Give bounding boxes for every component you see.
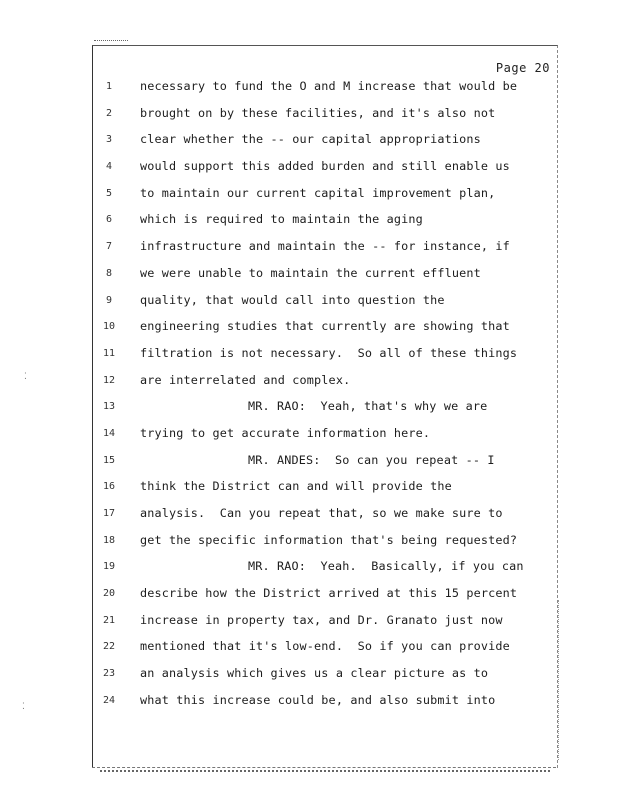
line-number: 2 (105, 107, 113, 119)
transcript-line: mentioned that it's low-end. So if you can provide (140, 639, 510, 654)
speaker-line: MR. ANDES: So can you repeat -- I (248, 452, 495, 467)
line-number: 21 (102, 614, 116, 626)
line-number: 8 (105, 267, 113, 279)
line-number: 13 (102, 401, 116, 413)
line-number: 23 (102, 668, 116, 680)
speaker-line: MR. RAO: Yeah. Basically, if you can (248, 559, 524, 574)
transcript-line: engineering studies that currently are showing that (140, 319, 510, 334)
line-number: 17 (102, 508, 116, 519)
line-number: 22 (102, 641, 116, 653)
left-margin-mark: ⁚ (22, 702, 25, 712)
footer-scan-noise (100, 770, 550, 772)
line-number: 11 (102, 347, 116, 359)
transcript-line: filtration is not necessary. So all of these things (140, 345, 518, 360)
transcript-line: we were unable to maintain the current effluent (140, 265, 481, 280)
line-number: 20 (102, 588, 116, 600)
transcript-line: think the District can and will provide the (140, 479, 452, 494)
speaker-line: MR. RAO: Yeah, that's why we are (248, 399, 488, 414)
line-number: 16 (102, 481, 116, 493)
page-number: Page 20 (495, 61, 550, 75)
line-number: 19 (102, 561, 116, 573)
page-bottom-rule (92, 767, 556, 768)
transcript-line: are interrelated and complex. (140, 372, 351, 387)
line-number: 6 (105, 214, 113, 226)
line-number-column (100, 80, 118, 721)
transcript-line: analysis. Can you repeat that, so we make sure to (140, 506, 503, 520)
line-number: 18 (102, 534, 116, 546)
line-number: 4 (105, 161, 113, 173)
transcript-line: describe how the District arrived at this 15 percent (140, 586, 518, 601)
line-number: 10 (102, 321, 116, 333)
page-top-mark (94, 40, 128, 41)
transcript-line: get the specific information that's being requested? (140, 532, 518, 547)
line-number: 5 (105, 187, 113, 199)
transcript-line: would support this added burden and still enable us (140, 159, 510, 174)
left-margin-mark: ⁚ (24, 372, 27, 382)
right-margin-dots (558, 600, 563, 760)
line-number: 9 (105, 294, 113, 306)
transcript-line: which is required to maintain the aging (140, 212, 423, 227)
line-number: 24 (102, 694, 116, 706)
transcript-line: clear whether the -- our capital appropriations (140, 132, 481, 147)
line-number: 14 (102, 427, 116, 439)
line-number: 7 (105, 241, 113, 253)
line-number: 12 (102, 374, 116, 386)
transcript-body (140, 77, 552, 718)
transcript-line: trying to get accurate information here. (140, 425, 431, 440)
transcript-line: to maintain our current capital improvement plan, (140, 185, 496, 200)
transcript-line: an analysis which gives us a clear picture as to (140, 666, 489, 681)
transcript-line: what this increase could be, and also submit into (140, 692, 496, 707)
transcript-line: increase in property tax, and Dr. Granato just now (140, 612, 503, 627)
line-number: 15 (102, 454, 116, 466)
transcript-line: quality, that would call into question the (140, 292, 445, 307)
transcript-line: brought on by these facilities, and it's also not (140, 105, 496, 120)
transcript-line: infrastructure and maintain the -- for instance, if (140, 239, 510, 254)
transcript-line: necessary to fund the O and M increase that would be (140, 79, 518, 93)
line-number: 3 (105, 134, 113, 146)
line-number: 1 (105, 81, 113, 92)
